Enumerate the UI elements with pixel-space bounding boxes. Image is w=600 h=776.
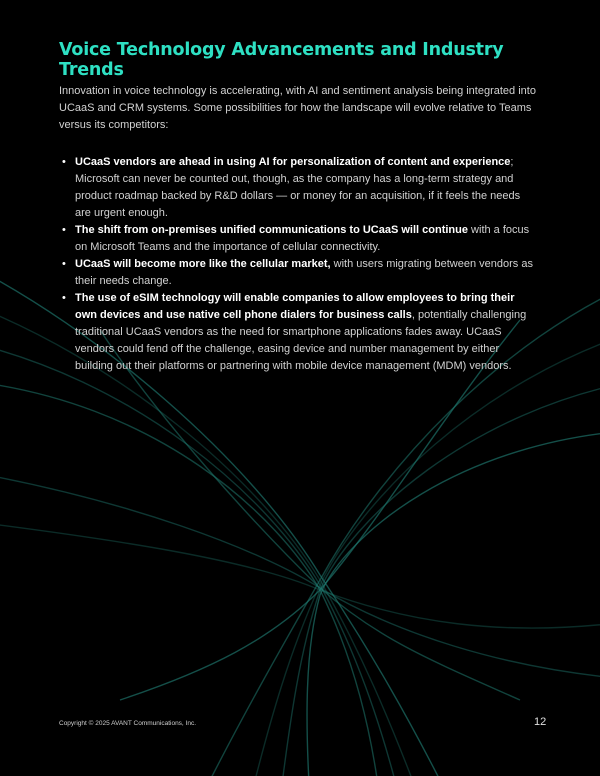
wave-line <box>307 430 600 776</box>
wave-line <box>0 340 400 776</box>
main-content <box>59 40 539 375</box>
bullet-bold-text: UCaaS will become more like the cellular market, <box>75 258 331 270</box>
trend-bullet-list <box>59 154 539 375</box>
bullet-bold-text: The use of eSIM technology will enable companies to allow employees to bring their own devices and use native cell phone dialers for business calls <box>75 292 515 321</box>
bullet-bold-text: The shift from on-premises unified communications to UCaaS will continue <box>75 224 468 236</box>
footer-copyright: Copyright © 2025 AVANT Communications, Inc. <box>59 720 197 727</box>
bullet-text: , potentially challenging traditional UCaaS vendors as the need for smartphone applications fades away. UCaaS vendors could fend off the challenge, easing device and number management by either building out their platforms or partnering with mobile device management (MDM) vendors. <box>75 309 527 372</box>
bullet-text: ; Microsoft can never be counted out, though, as the company has a long-term strategy and product roadmap backed by R&D dollars — or money for an acquisition, if it feels the needs are urgent enough. <box>75 156 521 219</box>
bullet-text: with a focus on Microsoft Teams and the importance of cellular connectivity. <box>75 224 530 253</box>
page-number: 12 <box>534 716 547 728</box>
intro-paragraph: Innovation in voice technology is accelerating, with AI and sentiment analysis being integrated into UCaaS and CRM systems. Some possibilities for how the landscape will evolve relative to Teams versus its competitors: <box>59 85 536 131</box>
page-title: Voice Technology Advancements and Industry Trends <box>59 40 504 80</box>
bullet-text: with users migrating between vendors as their needs change. <box>75 258 533 287</box>
wave-line <box>120 320 520 700</box>
bullet-item <box>75 154 539 222</box>
bullet-item <box>75 222 539 256</box>
wave-line <box>0 520 600 628</box>
bullet-item <box>75 290 539 375</box>
wave-line <box>100 330 520 700</box>
bullet-bold-text: UCaaS vendors are ahead in using AI for personalization of content and experience <box>75 156 511 168</box>
wave-line <box>0 470 600 680</box>
bullet-item <box>75 256 539 290</box>
